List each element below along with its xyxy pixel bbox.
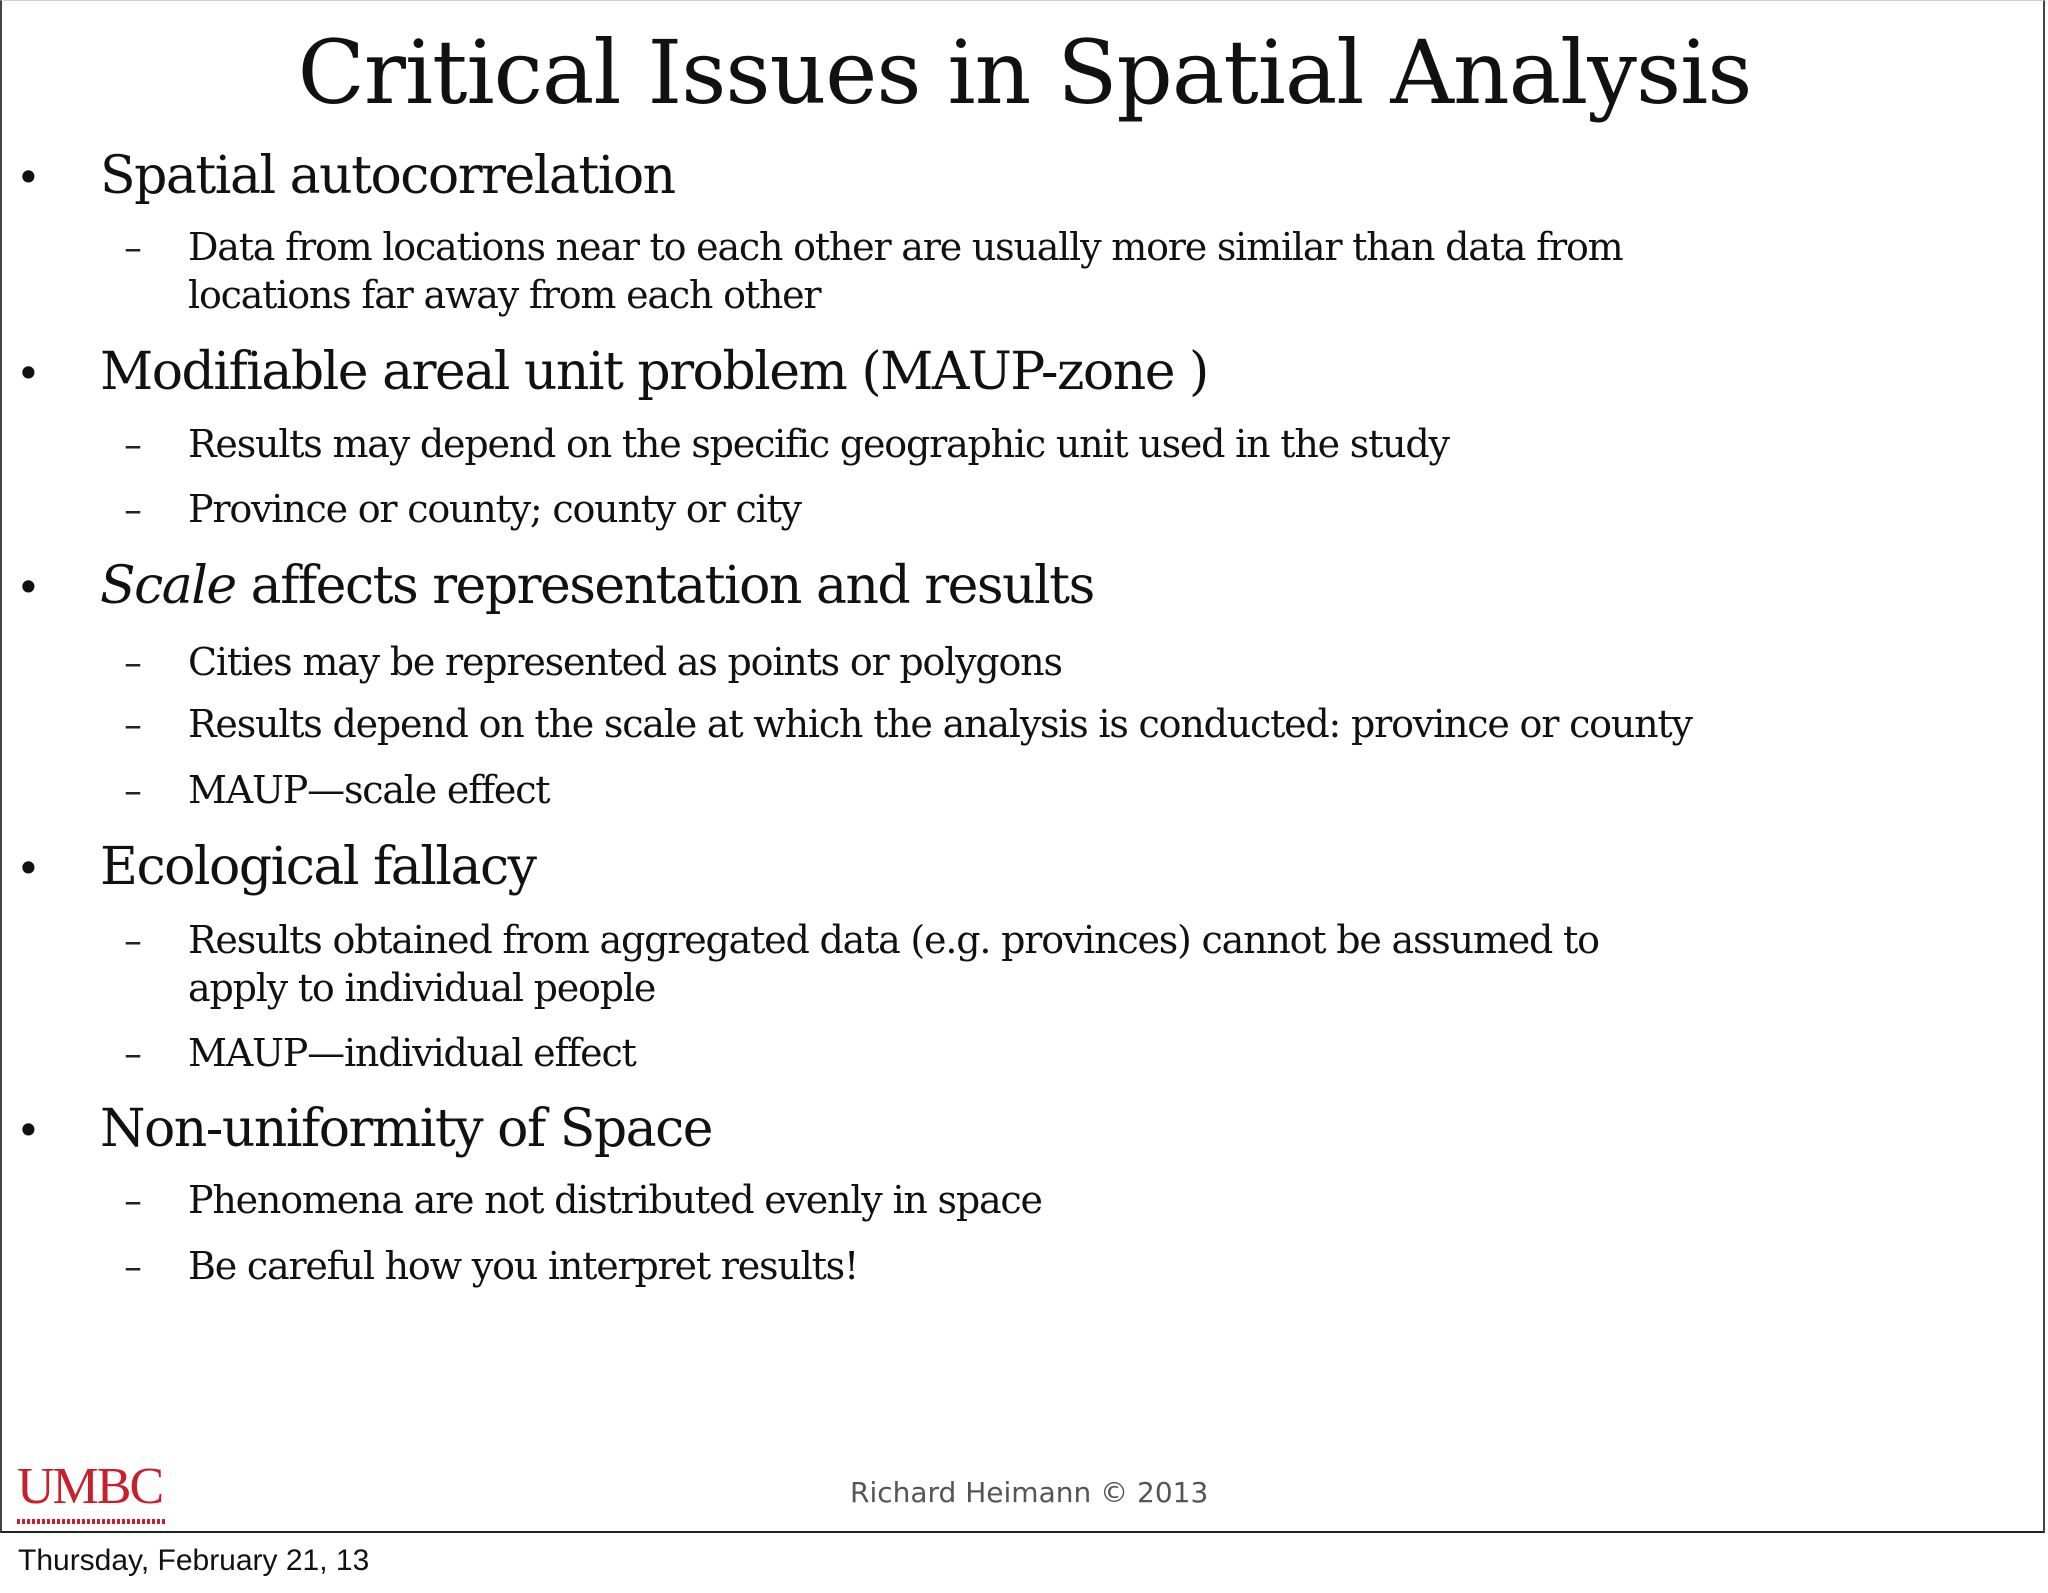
subitem-text: Results may depend on the specific geographic unit used in the study xyxy=(188,422,1449,466)
dash-icon: – xyxy=(124,771,142,812)
dash-icon: – xyxy=(124,228,142,269)
section-heading: Non-uniformity of Space xyxy=(100,1099,713,1159)
section-heading: Modifiable areal unit problem (MAUP-zone ) xyxy=(100,342,1208,402)
dash-icon: – xyxy=(124,1181,142,1222)
umbc-logo xyxy=(17,1458,177,1524)
section-heading-rest: affects representation and results xyxy=(235,556,1094,616)
bullet-icon: • xyxy=(16,349,41,398)
bullet-icon: • xyxy=(16,153,41,202)
subitem-text-continued: locations far away from each other xyxy=(188,273,821,317)
subitem-text: MAUP—scale effect xyxy=(188,768,550,812)
section-heading: Ecological fallacy xyxy=(100,837,536,897)
subitem-text-continued: apply to individual people xyxy=(188,966,656,1010)
dash-icon: – xyxy=(124,1034,142,1075)
dash-icon: – xyxy=(124,490,142,531)
bullet-icon: • xyxy=(16,1106,41,1155)
footer-credit: Richard Heimann © 2013 xyxy=(850,1476,1209,1509)
section-heading-italic: Scale xyxy=(100,556,236,616)
date-caption: Thursday, February 21, 13 xyxy=(18,1544,370,1577)
dash-icon: – xyxy=(124,921,142,962)
dash-icon: – xyxy=(124,1247,142,1288)
bullet-icon: • xyxy=(16,844,41,893)
slide-title: Critical Issues in Spatial Analysis xyxy=(297,21,1752,124)
dash-icon: – xyxy=(124,425,142,466)
subitem-text: Data from locations near to each other are usually more similar than data from xyxy=(188,225,1623,269)
subitem-text: Province or county; county or city xyxy=(188,487,801,531)
subitem-text: Phenomena are not distributed evenly in space xyxy=(188,1178,1042,1222)
subitem-text: Results depend on the scale at which the analysis is conducted: province or county xyxy=(188,702,1692,746)
section-heading: Spatial autocorrelation xyxy=(100,146,675,206)
logo-tagline-graphic xyxy=(17,1519,167,1524)
subitem-text: MAUP—individual effect xyxy=(188,1031,636,1075)
dash-icon: – xyxy=(124,643,142,684)
subitem-text: Be careful how you interpret results! xyxy=(188,1244,859,1288)
subitem-text: Results obtained from aggregated data (e.g. provinces) cannot be assumed to xyxy=(188,918,1599,962)
logo-text: UMBC xyxy=(17,1458,163,1515)
bullet-icon: • xyxy=(16,563,41,612)
dash-icon: – xyxy=(124,705,142,746)
subitem-text: Cities may be represented as points or polygons xyxy=(188,640,1062,684)
section-heading xyxy=(100,556,1094,616)
